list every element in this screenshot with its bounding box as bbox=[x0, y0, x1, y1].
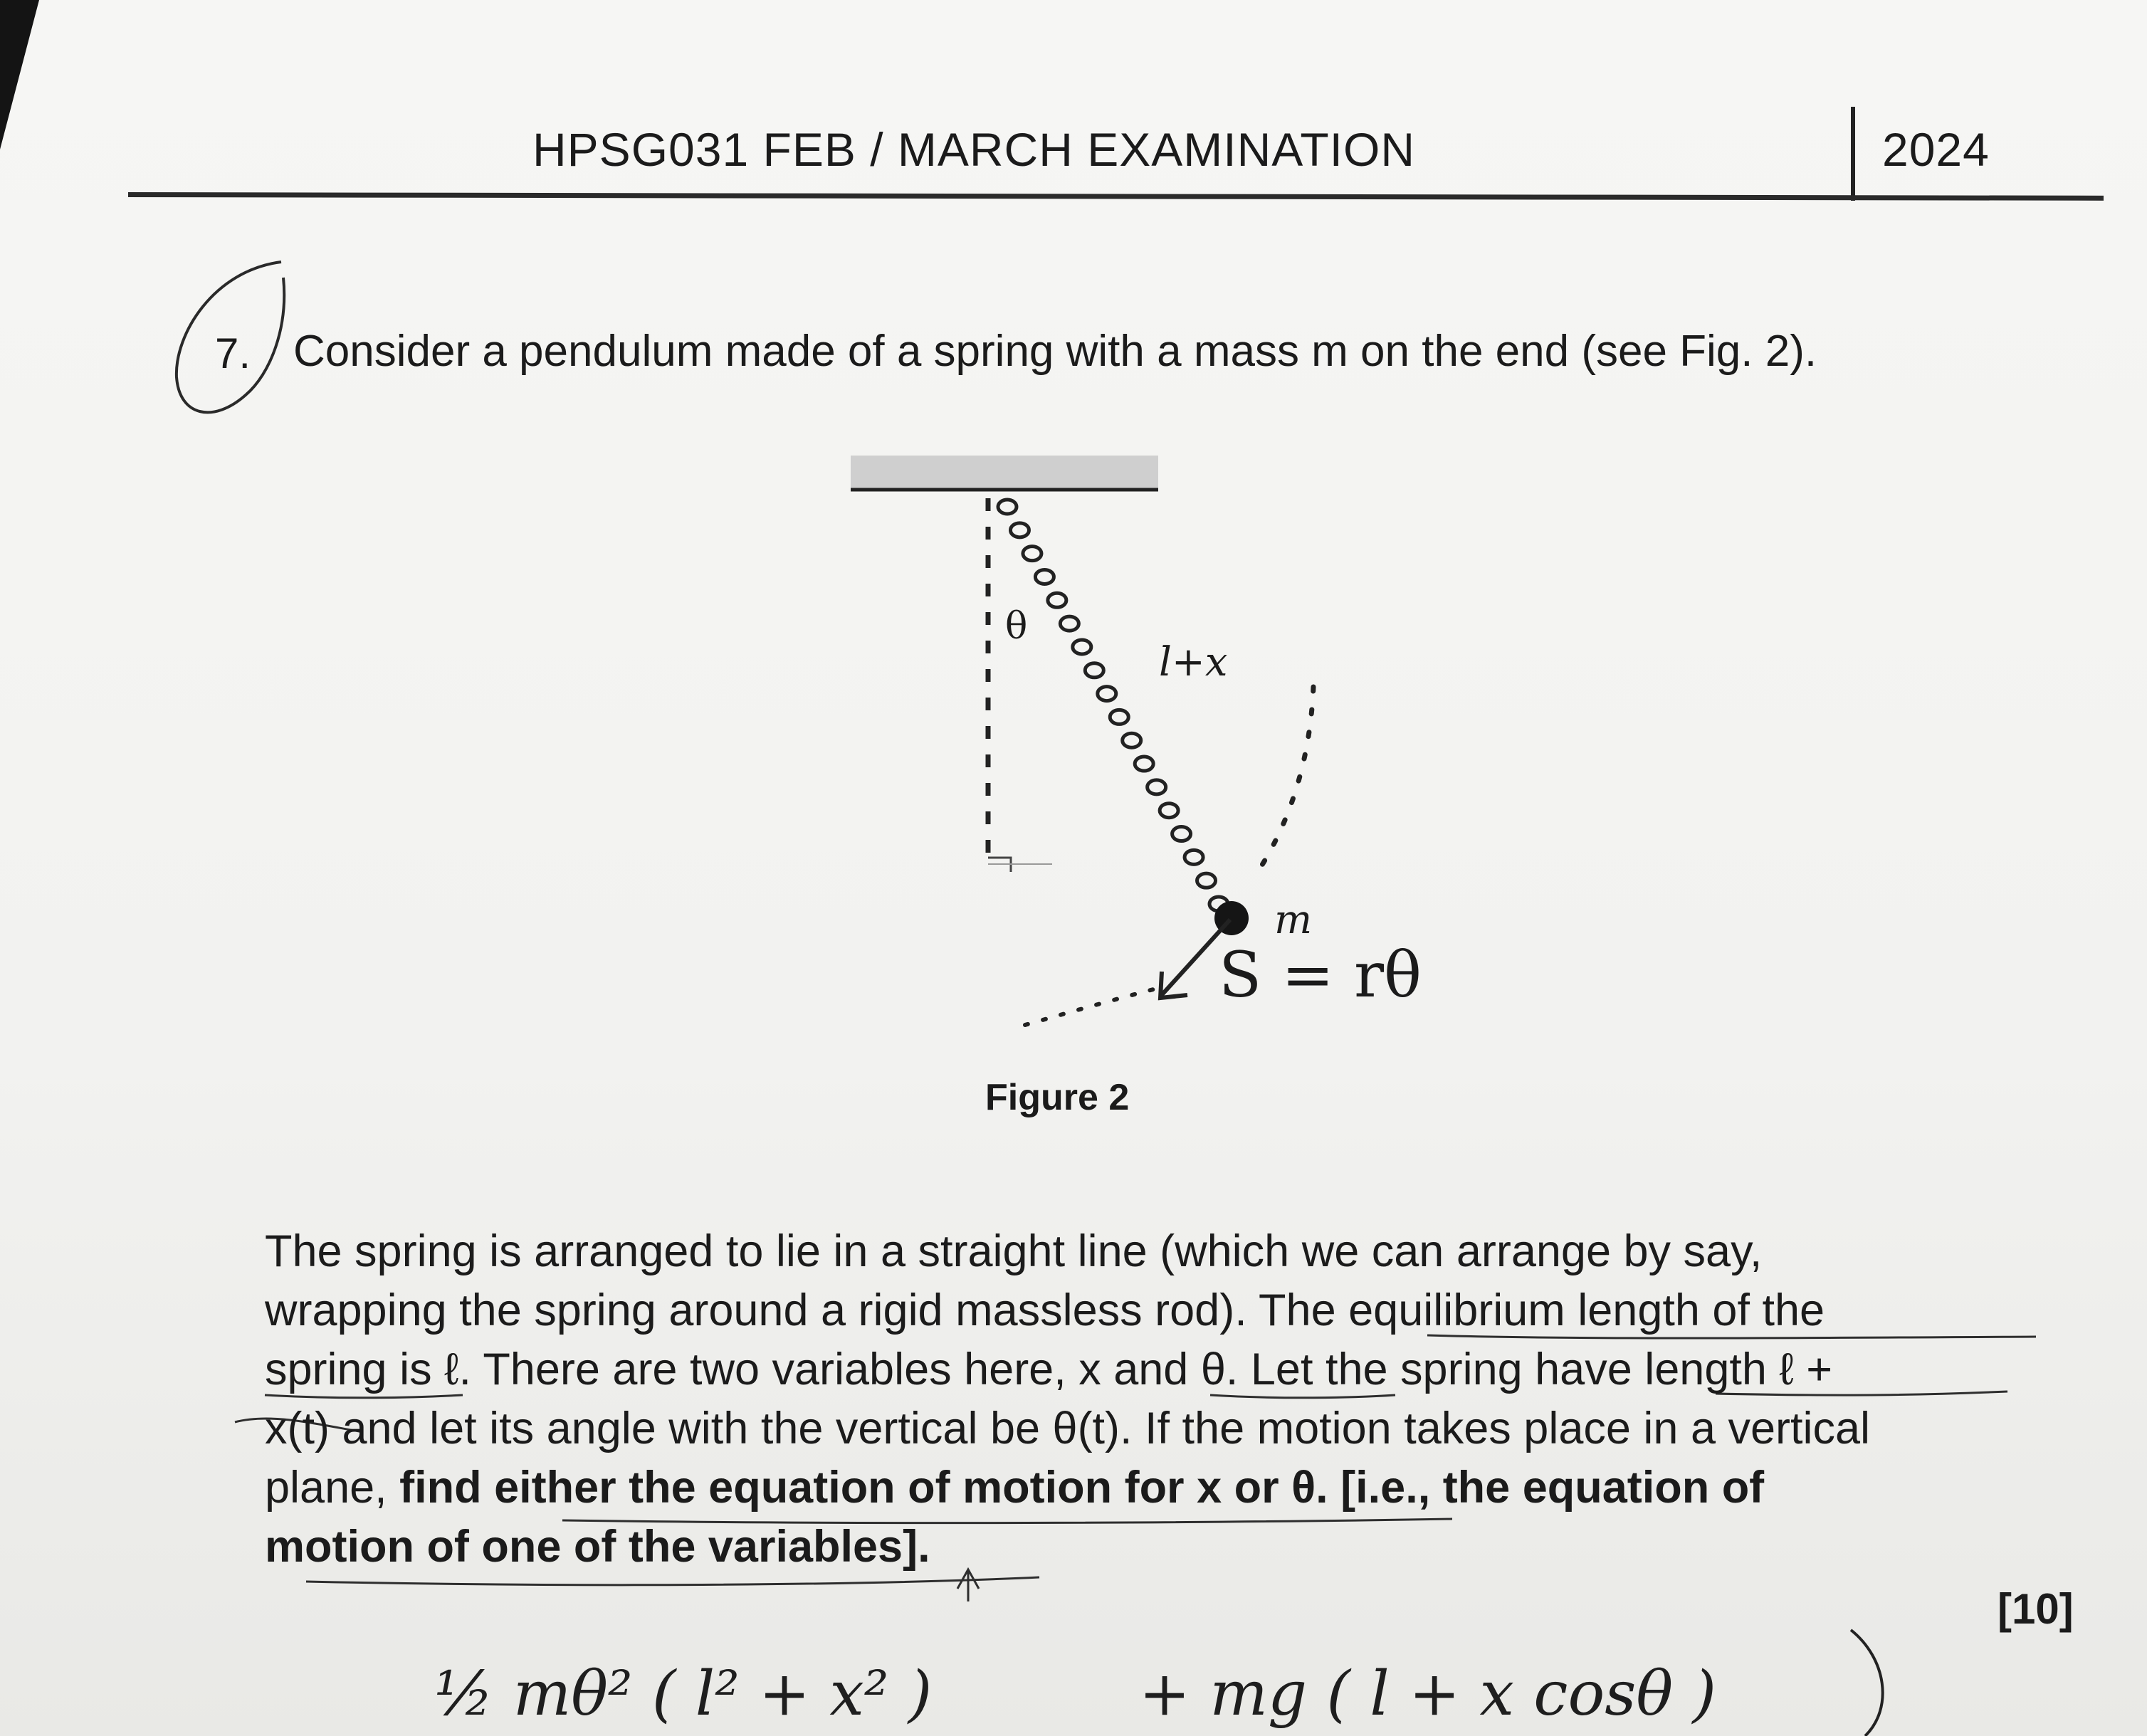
theta-label: θ bbox=[1005, 605, 1028, 648]
ceiling bbox=[851, 456, 1158, 490]
spring-coil bbox=[1010, 523, 1029, 537]
body-line-2: wrapping the spring around a rigid massless rod). The equilibrium length of the bbox=[265, 1285, 1825, 1335]
spring-coil bbox=[1197, 873, 1216, 888]
body-line-6: motion of one of the variables]. bbox=[265, 1522, 930, 1572]
spring-coil bbox=[1060, 616, 1078, 631]
spring-coil bbox=[1098, 687, 1116, 701]
swing-arc bbox=[1253, 687, 1313, 879]
spring-coil bbox=[1185, 850, 1203, 864]
handwritten-answer-part-1: ½ mθ² ( l² + x² ) bbox=[434, 1658, 933, 1730]
handwritten-answer-part-2: + mg ( l + x cosθ ) bbox=[1139, 1658, 1717, 1730]
spring-coil bbox=[1110, 710, 1128, 724]
body-line-5-start: plane, bbox=[265, 1463, 400, 1513]
question-number: 7. bbox=[215, 330, 251, 377]
question-number-circle bbox=[177, 262, 284, 412]
spring-coil bbox=[998, 500, 1017, 514]
spring-coil bbox=[1148, 780, 1166, 794]
spring-coil bbox=[1172, 827, 1191, 841]
body-line-1: The spring is arranged to lie in a straight line (which we can arrange by say, bbox=[265, 1226, 1763, 1276]
spring-coil bbox=[1123, 733, 1141, 747]
marks-allocation: [10] bbox=[1998, 1585, 2074, 1633]
handwritten-arc-length-note: S = rθ bbox=[1219, 938, 1422, 1011]
exam-title: HPSG031 FEB / MARCH EXAMINATION bbox=[532, 123, 1416, 176]
body-line-4: x(t) and let its angle with the vertical be θ(t). If the motion takes place in a vertical bbox=[265, 1404, 1871, 1453]
spring bbox=[998, 500, 1228, 911]
spring-coil bbox=[1035, 569, 1054, 584]
spring-coil bbox=[1160, 804, 1178, 818]
spring-coil bbox=[1023, 547, 1041, 561]
figure-caption: Figure 2 bbox=[985, 1077, 1130, 1118]
mass-label: m bbox=[1274, 897, 1313, 943]
body-line-5 bbox=[265, 1462, 1764, 1513]
body-line-5-bold: find either the equation of motion for x or θ. [i.e., the equation of bbox=[399, 1463, 1765, 1513]
spring-coil bbox=[1048, 593, 1066, 607]
question-text: Consider a pendulum made of a spring with a mass m on the end (see Fig. 2). bbox=[293, 327, 1817, 376]
spring-coil bbox=[1135, 757, 1153, 771]
tangent-dotted-line bbox=[1025, 986, 1167, 1025]
body-line-3: spring is ℓ. There are two variables here, x and θ. Let the spring have length ℓ + bbox=[265, 1345, 1833, 1394]
exam-year: 2024 bbox=[1882, 123, 1990, 176]
spring-coil bbox=[1085, 663, 1103, 678]
handwritten-strokes bbox=[1851, 1630, 1883, 1736]
spring-coil bbox=[1073, 640, 1091, 654]
length-label: l+x bbox=[1159, 639, 1228, 685]
